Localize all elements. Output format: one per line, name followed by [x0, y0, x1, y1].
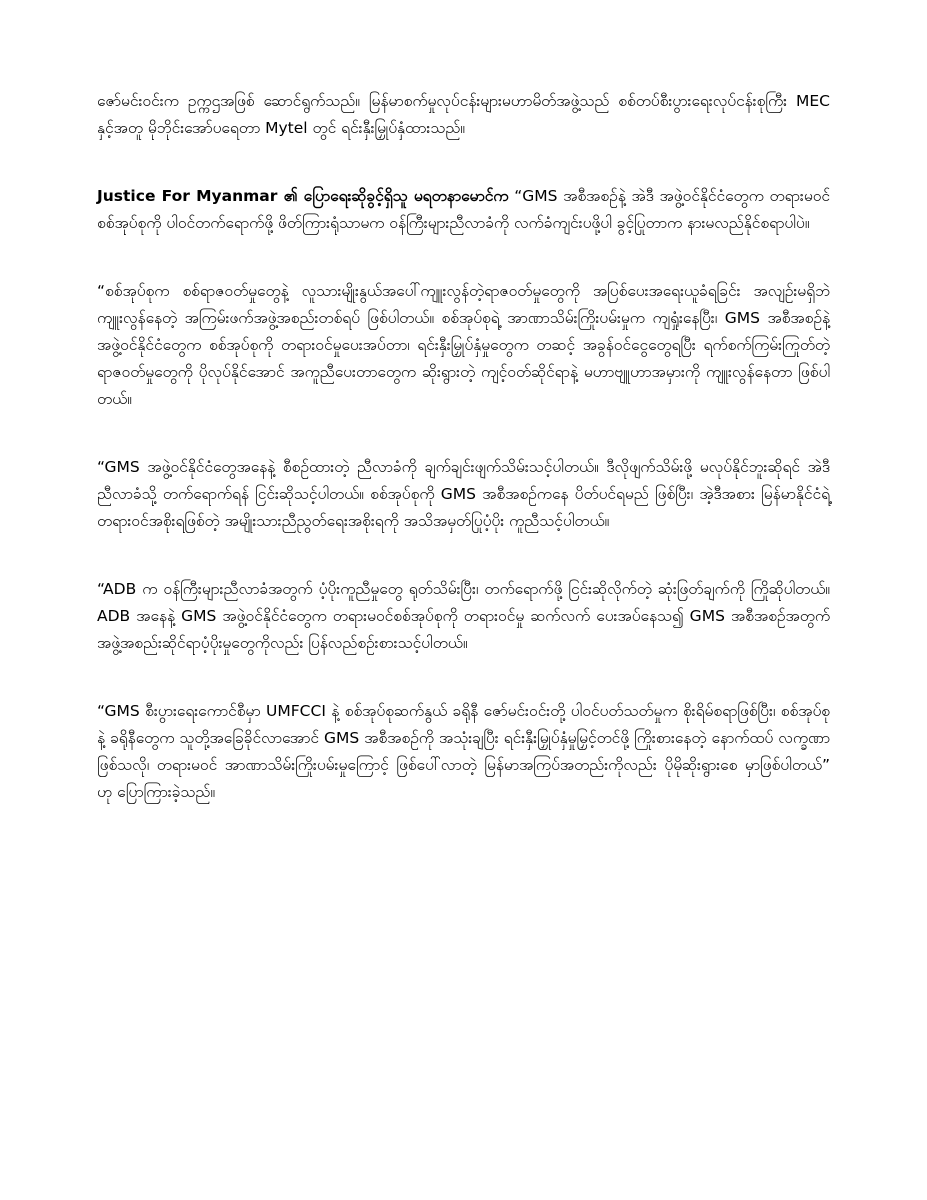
paragraph-5	[97, 576, 830, 657]
paragraph-4	[97, 454, 830, 535]
paragraph-4-text: “GMS အဖွဲ့ဝင်နိုင်ငံတွေအနေနဲ့ စီစဉ်ထားတဲ့ ညီလာခံကို ချက်ချင်းဖျက်သိမ်းသင့်ပါတယ်။ ဒီလိုဖျက်သိမ်းဖို့ မလုပ်နိုင်ဘူးဆိုရင် အဲဒီညီလာခံသို့ တက်ရောက်ရန် ငြင်းဆိုသင့်ပါတယ်။ စစ်အုပ်စုကို GMS အစီအစဉ်ကနေ ပိတ်ပင်ရမည် ဖြစ်ပြီး၊ အဲ့ဒီအစား မြန်မာနိုင်ငံရဲ့ တရားဝင်အစိုးရဖြစ်တဲ့ အမျိုးသားညီညွတ်ရေးအစိုးရကို အသိအမှတ်ပြုပံ့ပိုး ကူညီသင့်ပါတယ်။	[97, 458, 830, 530]
paragraph-1-text: ဇော်မင်းဝင်းက ဥက္ကဌအဖြစ် ဆောင်ရွက်သည်။ မြန်မာစက်မှုလုပ်ငန်းများမဟာမိတ်အဖွဲ့သည် စစ်တပ်စီးပွားရေးလုပ်ငန်းစုကြီး MEC နှင့်အတူ မိုဘိုင်းအော်ပရေတာ Mytel တွင် ရင်းနှီးမြှုပ်နှံထားသည်။	[97, 92, 830, 137]
paragraph-2	[97, 183, 830, 237]
paragraph-6-text: “GMS စီးပွားရေးကောင်စီမှာ UMFCCI နဲ့ စစ်အုပ်စုဆက်နွယ် ခရိုနီ ဇော်မင်းဝင်းတို့ ပါဝင်ပတ်သတ်မှုက စိုးရိမ်စရာဖြစ်ပြီး၊ စစ်အုပ်စုနဲ့ ခရိုနီတွေက သူတို့အခြေခိုင်လာအောင် GMS အစီအစဉ်ကို အသုံးချပြီး ရင်းနှီးမြှုပ်နှံမှုမြှင့်တင်ဖို့ ကြိုးစားနေတဲ့ နောက်ထပ် လက္ခဏာဖြစ်သလို၊ တရားမဝင် အာဏာသိမ်းကြိုးပမ်းမှုကြောင့် ဖြစ်ပေါ်လာတဲ့ မြန်မာအကြပ်အတည်းကိုလည်း ပိုမိုဆိုးရွားစေ မှာဖြစ်ပါတယ်” ဟု ပြောကြားခဲ့သည်။	[97, 702, 830, 801]
paragraph-2-text: “GMS အစီအစဉ်နဲ့ အဲဒီ အဖွဲ့ဝင်နိုင်ငံတွေက တရားမဝင်စစ်အုပ်စုကို ပါဝင်တက်ရောက်ဖို့ ဖိတ်ကြားရုံသာမက ဝန်ကြီးများညီလာခံကို လက်ခံကျင်းပဖို့ပါ ခွင့်ပြုတာက နားမလည်နိုင်စရာပါပဲ။	[97, 187, 831, 232]
paragraph-5-text: “ADB က ဝန်ကြီးများညီလာခံအတွက် ပံ့ပိုးကူညီမှုတွေ ရုတ်သိမ်းပြီး၊ တက်ရောက်ဖို့ ငြင်းဆိုလိုက်တဲ့ ဆုံးဖြတ်ချက်ကို ကြိုဆိုပါတယ်။ ADB အနေနဲ့ GMS အဖွဲ့ဝင်နိုင်ငံတွေက တရားမဝင်စစ်အုပ်စုကို တရားဝင်မှု ဆက်လက် ပေးအပ်နေသ၍ GMS အစီအစဉ်အတွက် အဖွဲ့အစည်းဆိုင်ရာပံ့ပိုးမှုတွေကိုလည်း ပြန်လည်စဉ်းစားသင့်ပါတယ်။	[97, 580, 830, 652]
paragraph-3	[97, 278, 830, 413]
paragraph-3-text: “စစ်အုပ်စုက စစ်ရာဇဝတ်မှုတွေနဲ့ လူသားမျိုးနွယ်အပေါ်ကျူးလွန်တဲ့ရာဇဝတ်မှုတွေကို အပြစ်ပေးအရေးယူခံရခြင်း အလျဉ်းမရှိဘဲ ကျူးလွန်နေတဲ့ အကြမ်းဖက်အဖွဲ့အစည်းတစ်ရပ် ဖြစ်ပါတယ်။ စစ်အုပ်စုရဲ့ အာဏာသိမ်းကြိုးပမ်းမှုက ကျရှုံးနေပြီး၊ GMS အစီအစဉ်နဲ့ အဖွဲ့ဝင်နိုင်ငံတွေက စစ်အုပ်စုကို တရားဝင်မှုပေးအပ်တာ၊ ရင်းနှီးမြှုပ်နှံမှုတွေက တဆင့် အခွန်ဝင်ငွေတွေရပြီး ရက်စက်ကြမ်းကြုတ်တဲ့ရာဇဝတ်မှုတွေကို ပိုလုပ်နိုင်အောင် အကူညီပေးတာတွေက ဆိုးရွားတဲ့ ကျင့်ဝတ်ဆိုင်ရာနဲ့ မဟာဗျူဟာအမှားကို ကျူးလွန်နေတာ ဖြစ်ပါတယ်။	[97, 282, 830, 408]
paragraph-1	[97, 88, 830, 142]
paragraph-6	[97, 698, 830, 806]
paragraph-2-lead: Justice For Myanmar ၏ ပြောရေးဆိုခွင့်ရှိသူ မရတနာမောင်က	[97, 187, 509, 205]
